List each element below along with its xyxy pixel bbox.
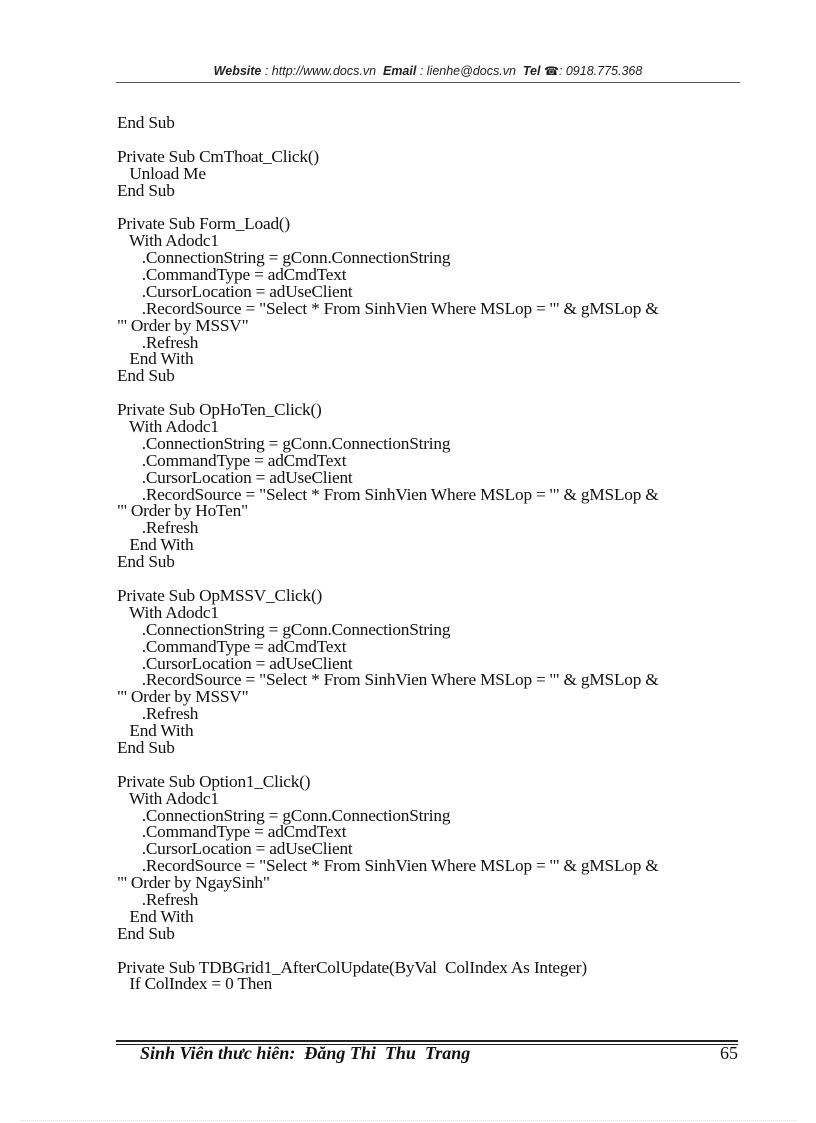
code-line: .CursorLocation = adUseClient — [117, 839, 353, 859]
footer-divider-thick — [116, 1040, 738, 1042]
code-line: End With — [117, 906, 194, 926]
code-line: .CommandType = adCmdText — [117, 450, 347, 470]
code-line: End Sub — [117, 366, 175, 386]
code-line: With Adodc1 — [117, 417, 219, 437]
page-header — [116, 64, 740, 78]
tel-value: : 0918.775.368 — [558, 64, 643, 78]
email-label: Email — [382, 64, 417, 78]
code-line: With Adodc1 — [117, 231, 219, 251]
code-listing — [117, 115, 747, 993]
tel-label: Tel — [522, 64, 541, 78]
code-line: Private Sub OpMSSV_Click() — [117, 585, 323, 605]
website-label: Website — [213, 64, 262, 78]
website-value: : http://www.docs.vn — [264, 64, 377, 78]
code-line: End With — [117, 349, 194, 369]
code-line: "' Order by HoTen" — [117, 501, 248, 521]
code-line: .CursorLocation = adUseClient — [117, 467, 353, 487]
code-line: .CommandType = adCmdText — [117, 636, 347, 656]
code-line: .RecordSource = "Select * From SinhVien Where MSLop = '" & gMSLop & — [117, 298, 659, 318]
code-line: .Refresh — [117, 704, 199, 724]
phone-icon: ☎ — [543, 64, 559, 78]
page-bottom-border — [20, 1120, 796, 1121]
code-line: .CommandType = adCmdText — [117, 265, 347, 285]
code-line: Private Sub Option1_Click() — [117, 771, 311, 791]
code-line: Private Sub TDBGrid1_AfterColUpdate(ByVal ColIndex As Integer) — [117, 957, 587, 977]
code-line: With Adodc1 — [117, 602, 219, 622]
code-line: .CursorLocation = adUseClient — [117, 281, 353, 301]
code-line: .ConnectionString = gConn.ConnectionString — [117, 805, 451, 825]
code-line: .RecordSource = "Select * From SinhVien Where MSLop = '" & gMSLop & — [117, 856, 659, 876]
code-line: .ConnectionString = gConn.ConnectionString — [117, 248, 451, 268]
code-line: Unload Me — [117, 163, 206, 183]
code-line: End Sub — [117, 923, 175, 943]
code-line: End With — [117, 721, 194, 741]
email-value: : lienhe@docs.vn — [419, 64, 516, 78]
footer-author: Sinh Viên thưc hiên: Đăng Thi Thu Trang — [140, 1043, 471, 1063]
code-line: With Adodc1 — [117, 788, 219, 808]
code-line — [117, 943, 747, 960]
code-line: End Sub — [117, 552, 175, 572]
code-line: "' Order by NgaySinh" — [117, 873, 270, 893]
code-line: .Refresh — [117, 889, 199, 909]
code-line: End Sub — [117, 180, 175, 200]
page-number: 65 — [720, 1043, 738, 1063]
code-line: End Sub — [117, 737, 175, 757]
code-line: "' Order by MSSV" — [117, 687, 249, 707]
code-line: .Refresh — [117, 518, 199, 538]
code-line: .Refresh — [117, 332, 199, 352]
code-line: .RecordSource = "Select * From SinhVien Where MSLop = '" & gMSLop & — [117, 670, 659, 690]
code-line: .ConnectionString = gConn.ConnectionString — [117, 619, 451, 639]
code-line: Private Sub OpHoTen_Click() — [117, 400, 322, 420]
code-line: Private Sub CmThoat_Click() — [117, 146, 319, 166]
code-line: End Sub — [117, 113, 175, 132]
code-line: .CommandType = adCmdText — [117, 822, 347, 842]
code-line: Private Sub Form_Load() — [117, 214, 290, 234]
code-line: .CursorLocation = adUseClient — [117, 653, 353, 673]
code-line: End With — [117, 535, 194, 555]
code-line: .RecordSource = "Select * From SinhVien Where MSLop = '" & gMSLop & — [117, 484, 659, 504]
code-line: If ColIndex = 0 Then — [117, 974, 273, 994]
code-line: .ConnectionString = gConn.ConnectionString — [117, 433, 451, 453]
code-line: "' Order by MSSV" — [117, 315, 249, 335]
header-divider — [116, 82, 740, 83]
